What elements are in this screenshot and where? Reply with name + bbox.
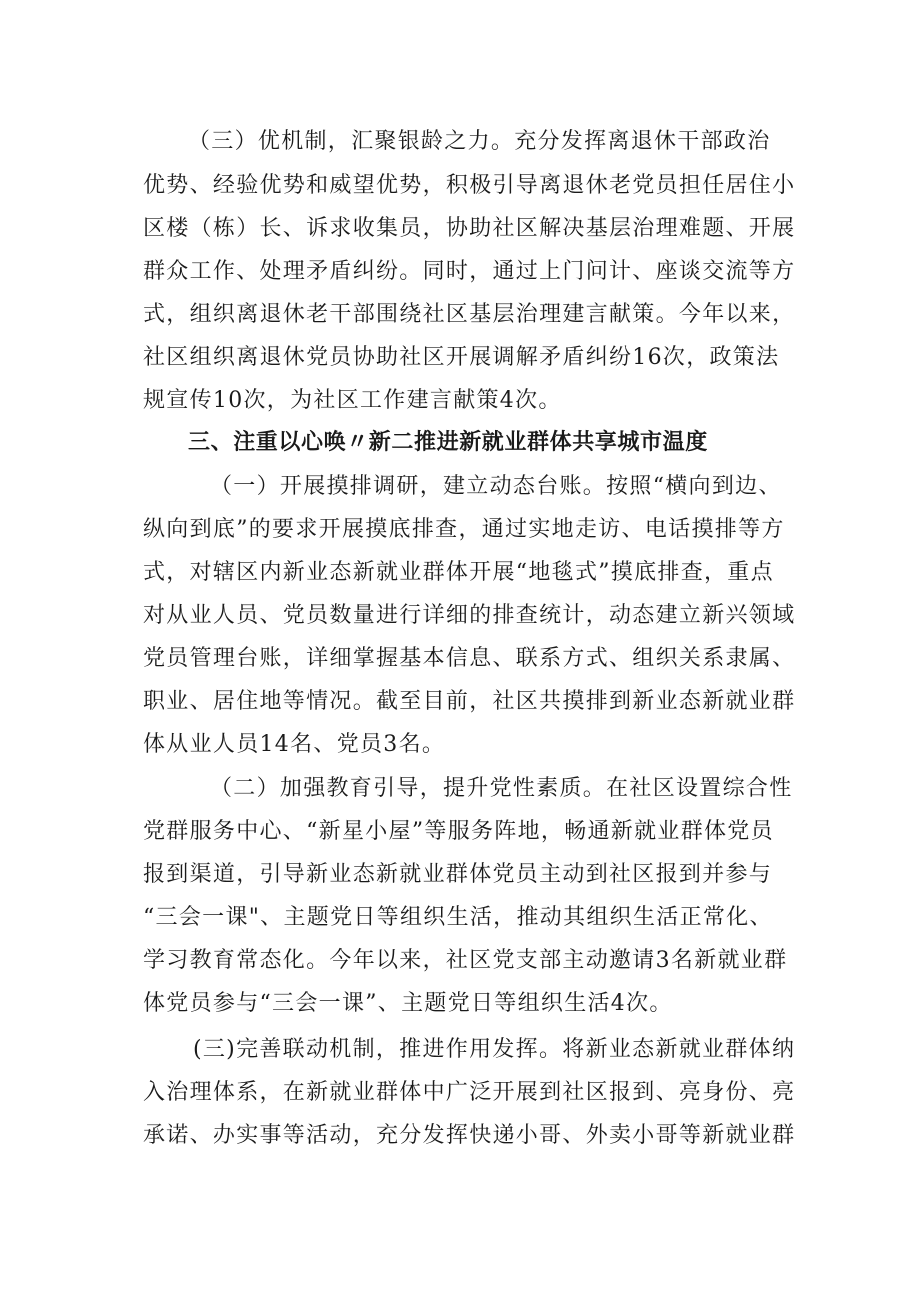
paragraph-line: 区楼（栋）长、诉求收集员，协助社区解决基层治理难题、开展 (143, 216, 796, 241)
paragraph-line: 党群服务中心、“新星小屋”等服务阵地，畅通新就业群体党员 (143, 819, 774, 844)
paragraph-line: 群众工作、处理矛盾纠纷。同时，通过上门问计、座谈交流等方 (143, 259, 796, 284)
paragraph-line: 体党员参与“三会一课”、主题党日等组织生活4次。 (143, 991, 673, 1016)
paragraph-line: 规宣传10次，为社区工作建言献策4次。 (143, 388, 562, 413)
section-heading: 三、注重以心唤〃新二推进新就业群体共享城市温度 (188, 430, 708, 455)
paragraph-line: 报到渠道，引导新业态新就业群体党员主动到社区报到并参与 (143, 862, 773, 887)
paragraph-line: (三)完善联动机制，推进作用发挥。将新业态新就业群体纳 (193, 1037, 796, 1062)
paragraph-line: （一）开展摸排调研，建立动态台账。按照“横向到边、 (210, 474, 782, 499)
paragraph-line: 体从业人员14名、党员3名。 (143, 732, 446, 757)
paragraph-line: 学习教育常态化。今年以来，社区党支部主动邀请3名新就业群 (143, 948, 788, 973)
paragraph-line: 入治理体系，在新就业群体中广泛开展到社区报到、亮身份、亮 (143, 1080, 796, 1105)
paragraph-line: 式，组织离退休老干部围绕社区基层治理建言献策。今年以来， (143, 302, 796, 327)
paragraph-line: 式，对辖区内新业态新就业群体开展“地毯式”摸底排查，重点 (143, 560, 774, 585)
paragraph-line: 承诺、办实事等活动，充分发挥快递小哥、外卖小哥等新就业群 (143, 1123, 796, 1148)
paragraph-line: （三）优机制，汇聚银龄之力。充分发挥离退休干部政治 (188, 129, 771, 154)
paragraph-line: “三会一课"、主题党日等组织生活，推动其组织生活正常化、 (143, 905, 773, 930)
paragraph-line: 社区组织离退休党员协助社区开展调解矛盾纠纷16次，政策法 (143, 345, 780, 370)
paragraph-line: （二）加强教育引导，提升党性素质。在社区设置综合性 (210, 776, 793, 801)
paragraph-line: 对从业人员、党员数量进行详细的排查统计，动态建立新兴领域 (143, 603, 796, 628)
paragraph-line: 纵向到底”的要求开展摸底排查，通过实地走访、电话摸排等方 (143, 517, 785, 542)
paragraph-line: 优势、经验优势和威望优势，积极引导离退休老党员担任居住小 (143, 173, 796, 198)
paragraph-line: 党员管理台账，详细掌握基本信息、联系方式、组织关系隶属、 (143, 646, 796, 671)
paragraph-line: 职业、居住地等情况。截至目前，社区共摸排到新业态新就业群 (143, 689, 796, 714)
